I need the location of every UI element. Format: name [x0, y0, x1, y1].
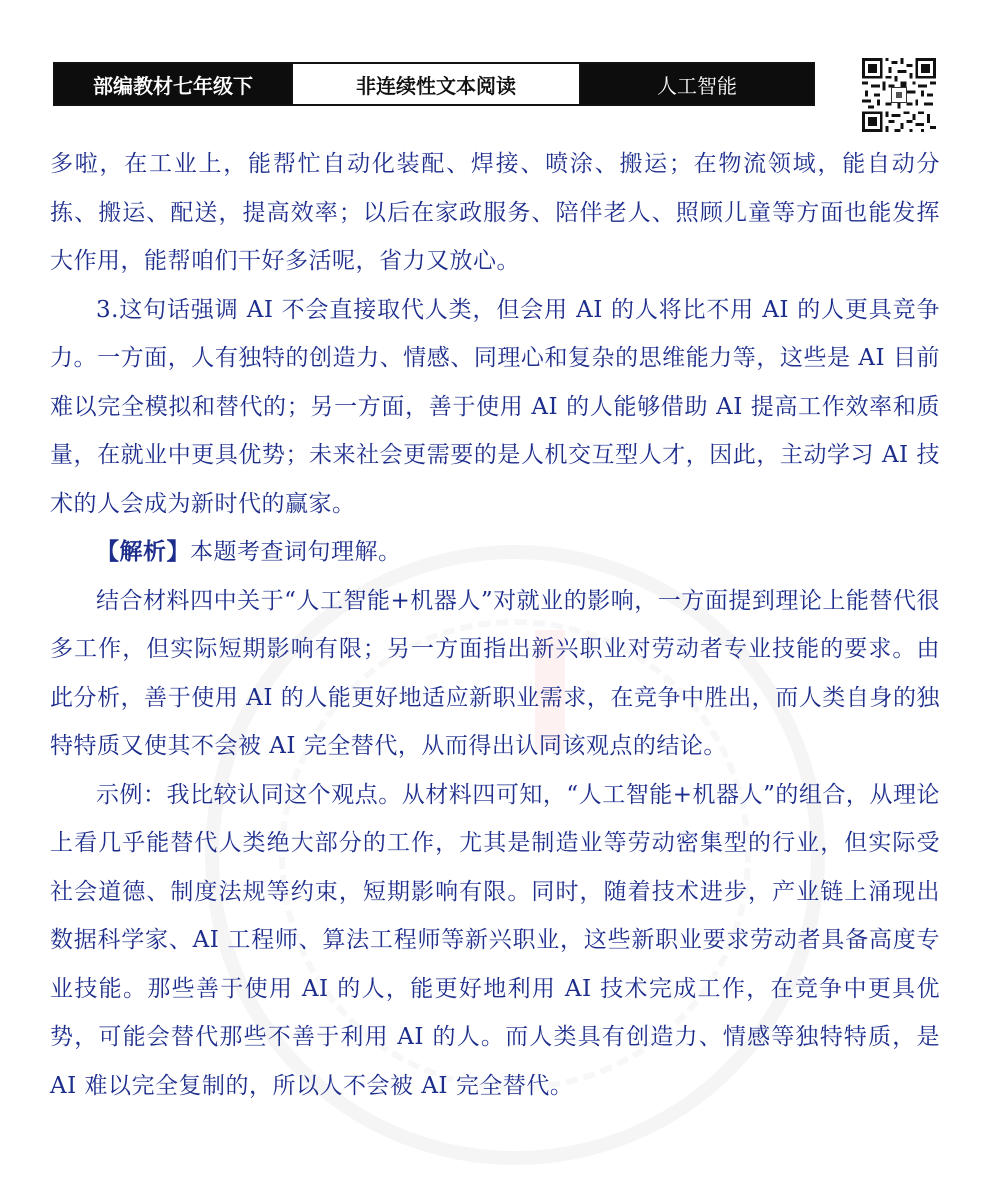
paragraph-5: 示例：我比较认同这个观点。从材料四可知，“人工智能+机器人”的组合，从理论上看几乎能替代人类绝大部分的工作，尤其是制造业等劳动密集型的行业，但实际受社会道德、制度法规等约束，短期影响有限。同时，随着技术进步，产业链上涌现出数据科学家、AI 工程师、算法工程师等新兴职业，这些新职业要求劳动者具备高度专业技能。那些善于使用 AI 的人，能更好地利用 AI 技术完成工作，在竞争中更具优势，可能会替代那些不善于利用 AI 的人。而人类具有创造力、情感等独特特质，是 AI 难以完全复制的，所以人不会被 AI 完全替代。 [50, 781, 940, 1099]
header-section-title: 非连续性文本阅读 [291, 64, 581, 104]
paragraph-2: 3.这句话强调 AI 不会直接取代人类，但会用 AI 的人将比不用 AI 的人更具竞争力。一方面，人有独特的创造力、情感、同理心和复杂的思维能力等，这些是 AI 目前难以完全模拟和替代的；另一方面，善于使用 AI 的人能够借助 AI 提高工作效率和质量，在就业中更具优势；未来社会更需要的是人机交互型人才，因此，主动学习 AI 技术的人会成为新时代的赢家。 [50, 296, 940, 517]
answer-content [50, 140, 940, 1110]
header-bar [53, 62, 815, 106]
header-grade-label: 部编教材七年级下 [55, 64, 291, 104]
analysis-text: 本题考查词句理解。 [190, 539, 402, 565]
header-topic-label: 人工智能 [581, 64, 813, 104]
analysis-paragraph [50, 528, 940, 577]
analysis-tag: 【解析】 [96, 538, 190, 565]
paragraph-4: 结合材料四中关于“人工智能+机器人”对就业的影响，一方面提到理论上能替代很多工作，但实际短期影响有限；另一方面指出新兴职业对劳动者专业技能的要求。由此分析，善于使用 AI 的人能更好地适应新职业需求，在竞争中胜出，而人类自身的独特特质又使其不会被 AI 完全替代，从而得出认同该观点的结论。 [50, 587, 940, 759]
qr-code-icon [862, 58, 936, 132]
paragraph-1: 多啦，在工业上，能帮忙自动化装配、焊接、喷涂、搬运；在物流领域，能自动分拣、搬运、配送，提高效率；以后在家政服务、陪伴老人、照顾儿童等方面也能发挥大作用，能帮咱们干好多活呢，省力又放心。 [50, 151, 940, 274]
